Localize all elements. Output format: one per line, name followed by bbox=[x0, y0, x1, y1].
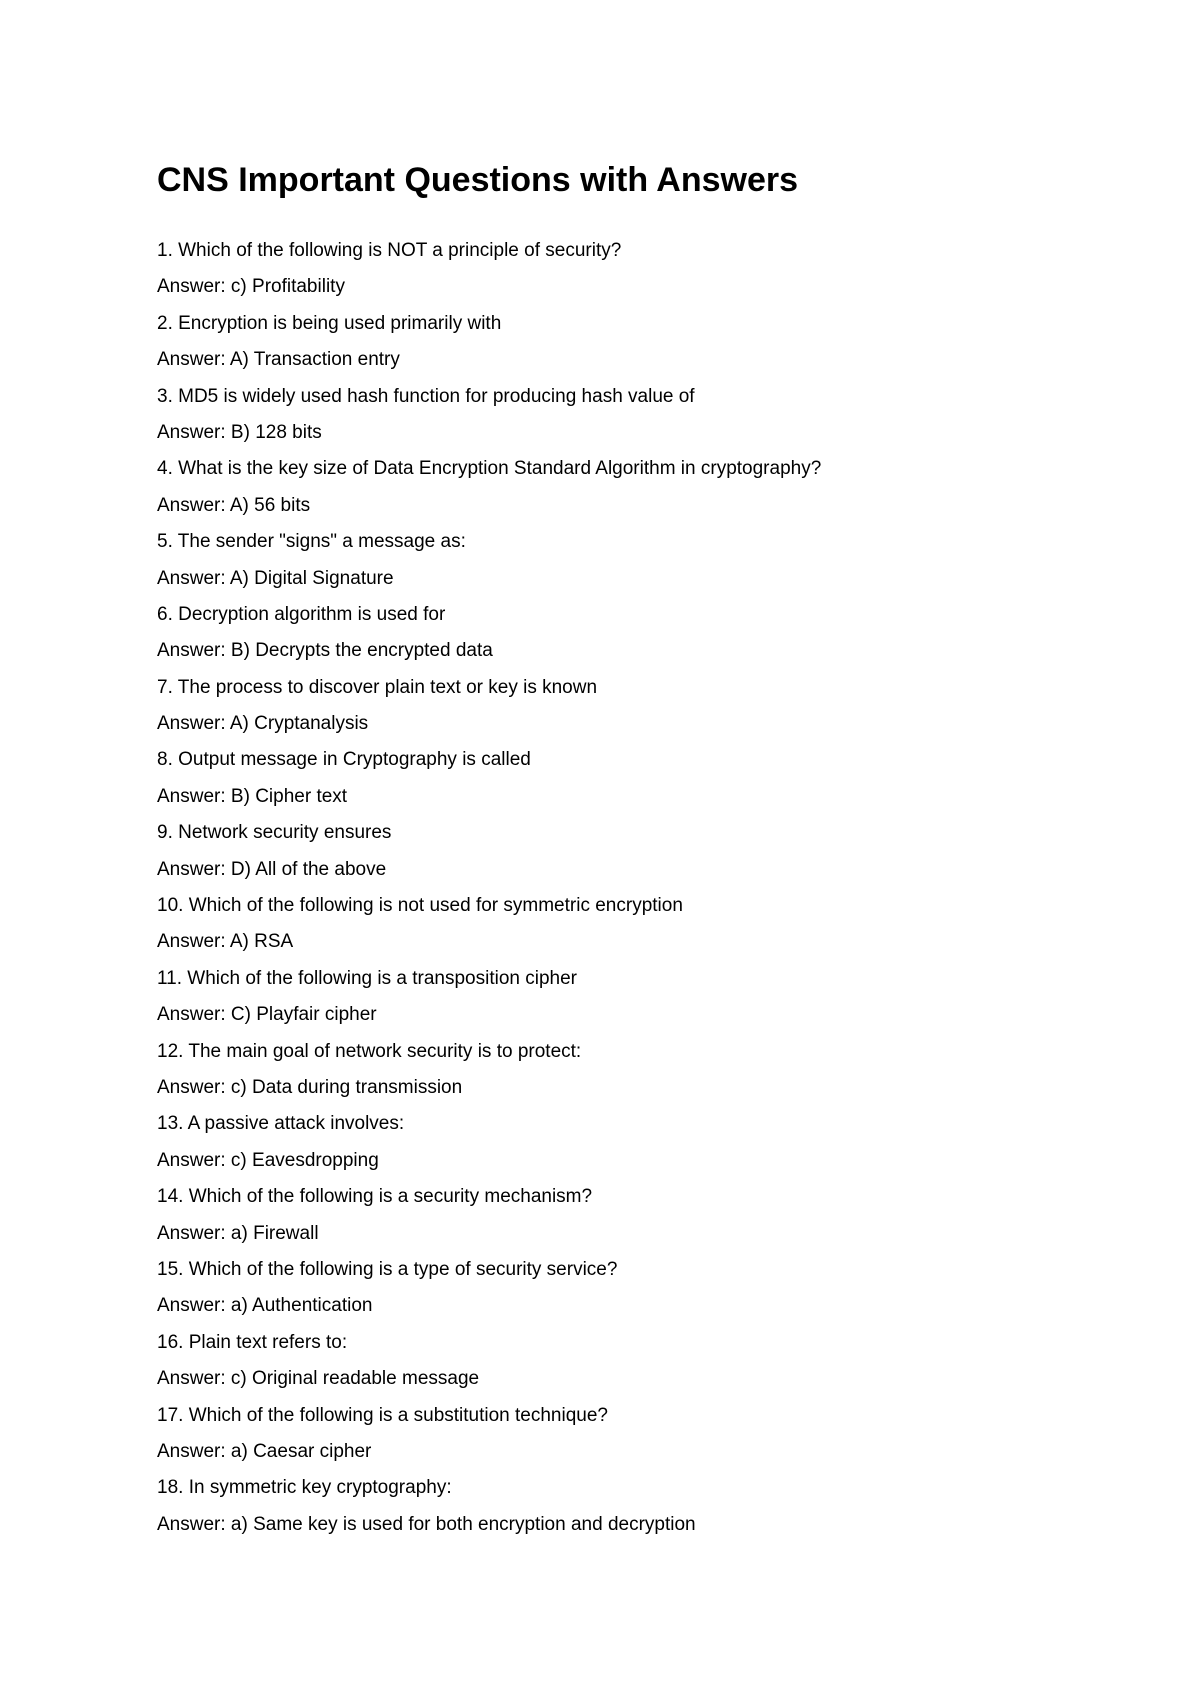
answer-text: Answer: A) Cryptanalysis bbox=[157, 713, 369, 735]
qa-item-8 bbox=[157, 747, 1157, 820]
qa-item-11 bbox=[157, 966, 1157, 1039]
qa-item-3 bbox=[157, 384, 1157, 457]
question-text: 11. Which of the following is a transposition cipher bbox=[157, 967, 577, 989]
qa-item-13 bbox=[157, 1111, 1157, 1184]
qa-item-7 bbox=[157, 675, 1157, 748]
question-text: 12. The main goal of network security is to protect: bbox=[157, 1040, 582, 1062]
qa-item-16 bbox=[157, 1330, 1157, 1403]
answer-text: Answer: B) 128 bits bbox=[157, 421, 322, 443]
question-text: 18. In symmetric key cryptography: bbox=[157, 1477, 452, 1499]
answer-text: Answer: D) All of the above bbox=[157, 858, 387, 880]
answer-text: Answer: c) Profitability bbox=[157, 276, 345, 298]
question-text: 2. Encryption is being used primarily with bbox=[157, 312, 502, 334]
answer-text: Answer: A) 56 bits bbox=[157, 494, 311, 516]
question-text: 6. Decryption algorithm is used for bbox=[157, 603, 446, 625]
question-text: 5. The sender "signs" a message as: bbox=[157, 531, 466, 553]
qa-item-6 bbox=[157, 602, 1157, 675]
question-text: 16. Plain text refers to: bbox=[157, 1331, 348, 1353]
qa-item-5 bbox=[157, 529, 1157, 602]
qa-item-9 bbox=[157, 820, 1157, 893]
answer-text: Answer: a) Caesar cipher bbox=[157, 1440, 372, 1462]
qa-item-17 bbox=[157, 1403, 1157, 1476]
answer-text: Answer: B) Cipher text bbox=[157, 785, 348, 807]
qa-item-14 bbox=[157, 1184, 1157, 1257]
answer-text: Answer: c) Original readable message bbox=[157, 1368, 480, 1390]
answer-text: Answer: c) Data during transmission bbox=[157, 1076, 463, 1098]
answer-text: Answer: A) Digital Signature bbox=[157, 567, 394, 589]
question-text: 10. Which of the following is not used for symmetric encryption bbox=[157, 895, 683, 917]
question-text: 3. MD5 is widely used hash function for producing hash value of bbox=[157, 385, 695, 407]
qa-item-15 bbox=[157, 1257, 1157, 1330]
answer-text: Answer: a) Firewall bbox=[157, 1222, 319, 1244]
page-title: CNS Important Questions with Answers bbox=[157, 161, 799, 199]
qa-item-1 bbox=[157, 238, 1157, 311]
answer-text: Answer: A) RSA bbox=[157, 931, 294, 953]
answer-text: Answer: A) Transaction entry bbox=[157, 349, 400, 371]
answer-text: Answer: C) Playfair cipher bbox=[157, 1004, 377, 1026]
question-text: 4. What is the key size of Data Encryption Standard Algorithm in cryptography? bbox=[157, 458, 822, 480]
answer-text: Answer: a) Same key is used for both encryption and decryption bbox=[157, 1513, 696, 1535]
answer-text: Answer: B) Decrypts the encrypted data bbox=[157, 640, 493, 662]
qa-item-18 bbox=[157, 1475, 1157, 1548]
question-text: 14. Which of the following is a security mechanism? bbox=[157, 1186, 593, 1208]
answer-text: Answer: a) Authentication bbox=[157, 1295, 373, 1317]
question-text: 1. Which of the following is NOT a principle of security? bbox=[157, 240, 622, 261]
qa-item-2 bbox=[157, 311, 1157, 384]
question-text: 9. Network security ensures bbox=[157, 822, 392, 844]
qa-item-12 bbox=[157, 1039, 1157, 1112]
question-text: 13. A passive attack involves: bbox=[157, 1113, 405, 1135]
qa-item-10 bbox=[157, 893, 1157, 966]
qa-list bbox=[157, 238, 1157, 1548]
answer-text: Answer: c) Eavesdropping bbox=[157, 1149, 379, 1171]
question-text: 8. Output message in Cryptography is called bbox=[157, 749, 531, 771]
question-text: 15. Which of the following is a type of security service? bbox=[157, 1258, 618, 1280]
question-text: 17. Which of the following is a substitution technique? bbox=[157, 1404, 608, 1426]
qa-item-4 bbox=[157, 456, 1157, 529]
question-text: 7. The process to discover plain text or key is known bbox=[157, 676, 598, 698]
